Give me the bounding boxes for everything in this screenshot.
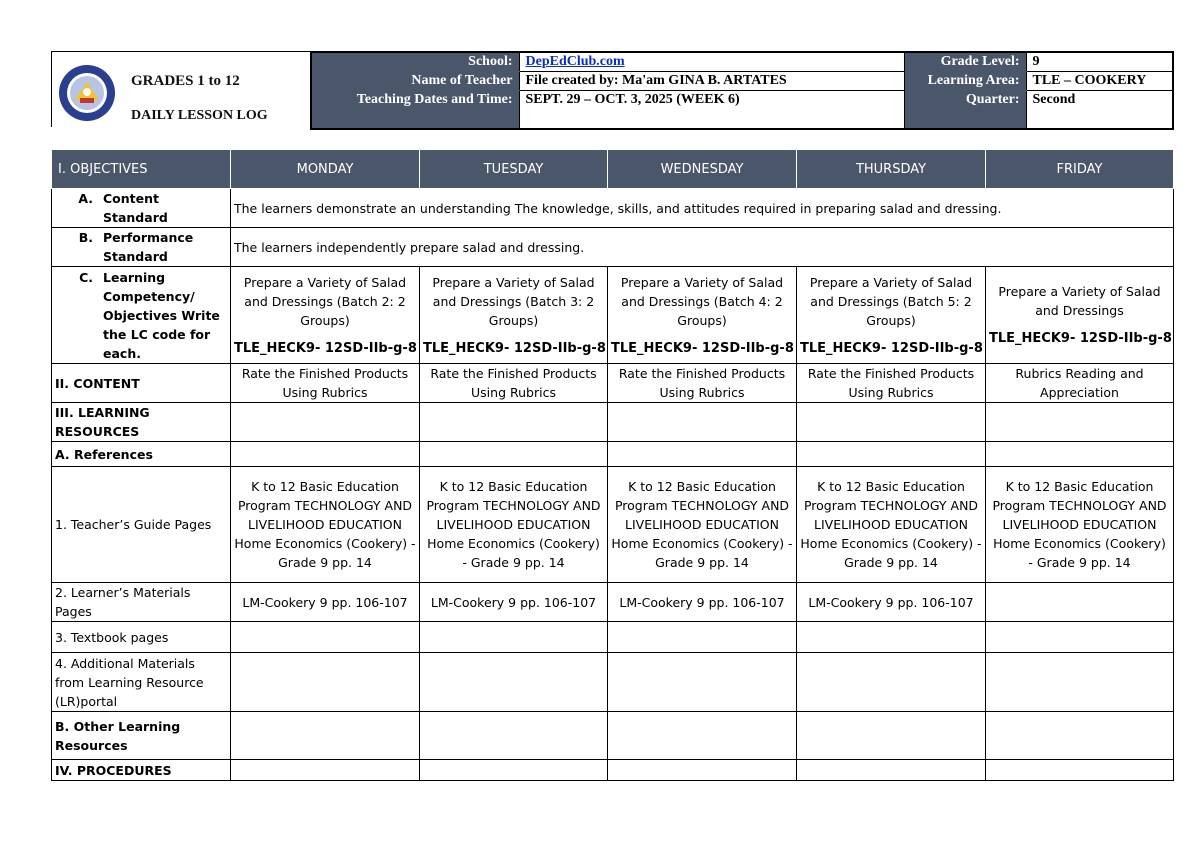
- procedures-row: [52, 760, 1174, 781]
- teachers-guide-thursday: K to 12 Basic Education Program TECHNOLOGY AND LIVELIHOOD EDUCATION Home Economics (Cookery) - Grade 9 pp. 14: [797, 467, 986, 583]
- competency-friday: Prepare a Variety of Salad and Dressings TLE_HECK9- 12SD-IIb-g-8: [986, 267, 1174, 364]
- col-wednesday: WEDNESDAY: [608, 150, 797, 189]
- daily-lesson-log-table: [51, 149, 1174, 781]
- competency-tuesday: Prepare a Variety of Salad and Dressings (Batch 3: 2 Groups) TLE_HECK9- 12SD-IIb-g-8: [420, 267, 608, 364]
- other-resources-label: B. Other Learning Resources: [52, 712, 231, 760]
- content-standard-row: [52, 189, 1174, 228]
- content-wednesday: Rate the Finished Products Using Rubrics: [608, 364, 797, 403]
- content-label: II. CONTENT: [52, 364, 231, 403]
- performance-standard-row: [52, 228, 1174, 267]
- learning-area-value: TLE – COOKERY: [1026, 72, 1173, 91]
- content-friday: Rubrics Reading and Appreciation: [986, 364, 1174, 403]
- additional-materials-row: [52, 653, 1174, 712]
- dates-value: SEPT. 29 – OCT. 3, 2025 (WEEK 6): [519, 91, 904, 130]
- textbook-label: 3. Textbook pages: [52, 622, 231, 653]
- content-standard-label: Content Standard: [103, 191, 168, 225]
- table-header-row: [52, 150, 1174, 189]
- quarter-label: Quarter:: [904, 91, 1026, 130]
- content-tuesday: Rate the Finished Products Using Rubrics: [420, 364, 608, 403]
- performance-standard-label: Performance Standard: [103, 230, 194, 264]
- references-label: A. References: [52, 442, 231, 467]
- teachers-guide-row: [52, 467, 1174, 583]
- content-row: [52, 364, 1174, 403]
- teachers-guide-monday: K to 12 Basic Education Program TECHNOLOGY AND LIVELIHOOD EDUCATION Home Economics (Cookery) - Grade 9 pp. 14: [231, 467, 420, 583]
- teacher-label: Name of Teacher: [311, 72, 519, 91]
- learning-area-label: Learning Area:: [904, 72, 1026, 91]
- school-label: School:: [311, 52, 519, 72]
- col-tuesday: TUESDAY: [420, 150, 608, 189]
- procedures-label: IV. PROCEDURES: [52, 760, 231, 781]
- competency-wednesday: Prepare a Variety of Salad and Dressings (Batch 4: 2 Groups) TLE_HECK9- 12SD-IIb-g-8: [608, 267, 797, 364]
- grade-level-label: Grade Level:: [904, 52, 1026, 72]
- additional-materials-label: 4. Additional Materials from Learning Resource (LR)portal: [52, 653, 231, 712]
- learners-materials-thursday: LM-Cookery 9 pp. 106-107: [797, 583, 986, 622]
- competency-label: Learning Competency/ Objectives Write the LC code for each.: [103, 269, 220, 361]
- competency-thursday: Prepare a Variety of Salad and Dressings (Batch 5: 2 Groups) TLE_HECK9- 12SD-IIb-g-8: [797, 267, 986, 364]
- row-letter: C.: [79, 269, 93, 285]
- lc-code: TLE_HECK9- 12SD-IIb-g-8: [989, 331, 1172, 346]
- learners-materials-label: 2. Learner’s Materials Pages: [52, 583, 231, 622]
- quarter-value: Second: [1026, 91, 1173, 130]
- content-monday: Rate the Finished Products Using Rubrics: [231, 364, 420, 403]
- lc-code: TLE_HECK9- 12SD-IIb-g-8: [423, 340, 606, 356]
- competency-row: [52, 267, 1174, 364]
- content-thursday: Rate the Finished Products Using Rubrics: [797, 364, 986, 403]
- school-link[interactable]: DepEdClub.com: [519, 52, 904, 72]
- col-friday: FRIDAY: [986, 150, 1174, 189]
- learners-materials-tuesday: LM-Cookery 9 pp. 106-107: [420, 583, 608, 622]
- col-objectives: I. OBJECTIVES: [52, 150, 231, 189]
- col-thursday: THURSDAY: [797, 150, 986, 189]
- dates-label: Teaching Dates and Time:: [311, 91, 519, 130]
- lc-code: TLE_HECK9- 12SD-IIb-g-8: [234, 340, 417, 356]
- content-standard-text: The learners demonstrate an understanding The knowledge, skills, and attitudes required in preparing salad and dressing.: [231, 189, 1174, 228]
- grade-level-value: 9: [1026, 52, 1173, 72]
- row-letter: A.: [78, 191, 93, 206]
- teachers-guide-label: 1. Teacher’s Guide Pages: [52, 467, 231, 583]
- teachers-guide-friday: K to 12 Basic Education Program TECHNOLOGY AND LIVELIHOOD EDUCATION Home Economics (Cookery) - Grade 9 pp. 14: [986, 467, 1174, 583]
- learners-materials-monday: LM-Cookery 9 pp. 106-107: [231, 583, 420, 622]
- row-letter: B.: [78, 230, 93, 245]
- teacher-value: File created by: Ma'am GINA B. ARTATES: [519, 72, 904, 91]
- learners-materials-row: [52, 583, 1174, 622]
- learning-resources-row: [52, 403, 1174, 442]
- header-subtitle: DAILY LESSON LOG: [131, 108, 268, 123]
- lc-code: TLE_HECK9- 12SD-IIb-g-8: [611, 340, 794, 356]
- teachers-guide-tuesday: K to 12 Basic Education Program TECHNOLOGY AND LIVELIHOOD EDUCATION Home Economics (Cookery) - Grade 9 pp. 14: [420, 467, 608, 583]
- performance-standard-text: The learners independently prepare salad and dressing.: [231, 228, 1174, 267]
- learning-resources-label: III. LEARNING RESOURCES: [52, 403, 231, 442]
- header-logo-area: [51, 51, 310, 127]
- competency-monday: Prepare a Variety of Salad and Dressings (Batch 2: 2 Groups) TLE_HECK9- 12SD-IIb-g-8: [231, 267, 420, 364]
- textbook-row: [52, 622, 1174, 653]
- learners-materials-friday: [986, 583, 1174, 622]
- lesson-info-table: [310, 51, 1174, 130]
- header-title: GRADES 1 to 12: [131, 73, 240, 89]
- col-monday: MONDAY: [231, 150, 420, 189]
- references-row: [52, 442, 1174, 467]
- learners-materials-wednesday: LM-Cookery 9 pp. 106-107: [608, 583, 797, 622]
- other-resources-row: [52, 712, 1174, 760]
- lc-code: TLE_HECK9- 12SD-IIb-g-8: [800, 340, 983, 356]
- deped-seal-icon: [58, 64, 116, 122]
- teachers-guide-wednesday: K to 12 Basic Education Program TECHNOLOGY AND LIVELIHOOD EDUCATION Home Economics (Cookery) - Grade 9 pp. 14: [608, 467, 797, 583]
